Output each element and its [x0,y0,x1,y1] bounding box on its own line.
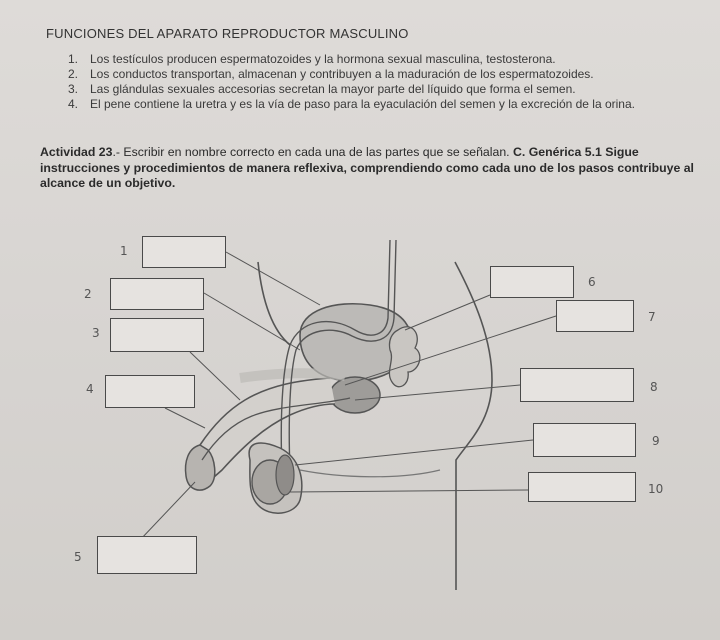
perineum-outline [300,470,440,477]
leader-line-1 [226,252,320,305]
list-item: 3. Las glándulas sexuales accesorias secretan la mayor parte del líquido que forma el semen. [68,82,576,96]
activity-label: Actividad 23 [40,145,113,159]
label-box-10[interactable] [528,472,636,502]
handwritten-number-4: 4 [86,382,94,396]
leader-line-3 [190,352,240,400]
handwritten-number-2: 2 [84,287,92,301]
leader-line-10 [290,490,528,492]
body-outline [258,262,290,345]
label-box-1[interactable] [142,236,226,268]
leader-line-6 [405,295,490,330]
label-box-8[interactable] [520,368,634,402]
list-item: 1. Los testículos producen espermatozoides y la hormona sexual masculina, testosterona. [68,52,556,66]
activity-instruction: .- Escribir en nombre correcto en cada una de las partes que se señalan. [112,145,510,159]
label-box-4[interactable] [105,375,195,408]
leader-line-5 [140,482,195,540]
page-title: FUNCIONES DEL APARATO REPRODUCTOR MASCULINO [46,26,409,41]
label-box-9[interactable] [533,423,636,457]
label-box-6[interactable] [490,266,574,298]
activity-competence: C. Genérica 5.1 Sigue instrucciones y procedimientos de manera reflexiva, comprendiendo como cada uno de los pasos contribuye al alcance de un objetivo. [40,145,694,190]
leader-line-9 [295,440,533,465]
handwritten-number-8: 8 [650,380,658,394]
list-item: 2. Los conductos transportan, almacenan y contribuyen a la maduración de los espermatozoides. [68,67,594,81]
handwritten-number-9: 9 [652,434,660,448]
label-box-2[interactable] [110,278,204,310]
label-box-5[interactable] [97,536,197,574]
leader-line-4 [165,408,205,428]
label-box-3[interactable] [110,318,204,352]
handwritten-number-3: 3 [92,326,100,340]
handwritten-number-7: 7 [648,310,656,324]
handwritten-number-6: 6 [588,275,596,289]
leader-line-2 [204,293,300,350]
back-outline [455,262,492,590]
handwritten-number-5: 5 [74,550,82,564]
list-item: 4. El pene contiene la uretra y es la vía de paso para la eyaculación del semen y la excreción de la orina. [68,97,635,111]
handwritten-number-10: 10 [648,482,664,496]
prostate [330,377,380,413]
epididymis [276,455,294,495]
handwritten-number-1: 1 [120,244,128,258]
seminal-vesicle [389,327,419,387]
label-box-7[interactable] [556,300,634,332]
